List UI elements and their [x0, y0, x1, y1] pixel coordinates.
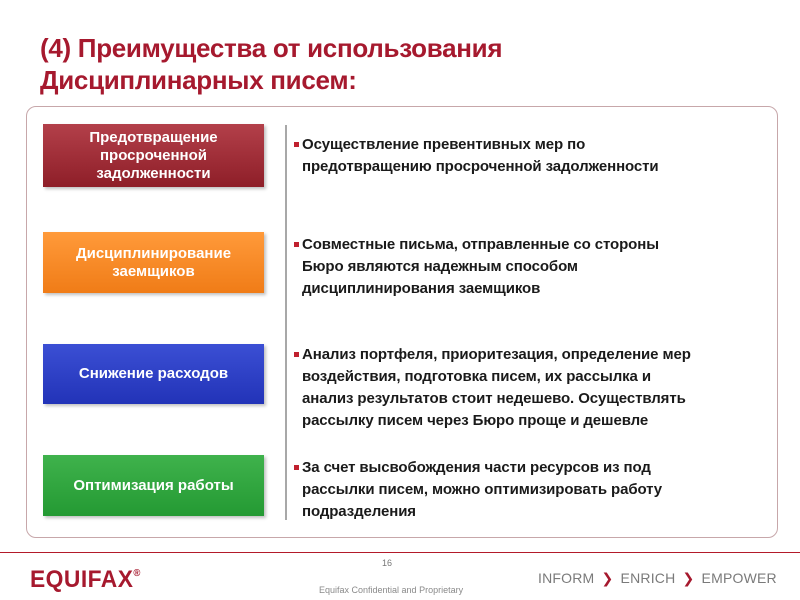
- description-line: рассылки писем, можно оптимизировать работу: [302, 481, 663, 498]
- tagline-word: EMPOWER: [701, 570, 777, 586]
- page-number: 16: [382, 558, 393, 568]
- logo-text: EQUIFAX: [30, 566, 134, 593]
- tagline-word: INFORM: [538, 570, 595, 586]
- chevron-right-icon: ❯: [601, 570, 614, 586]
- description-line: Бюро являются надежным способом: [302, 258, 578, 275]
- benefit-description-cost-reduction: [294, 344, 774, 432]
- equifax-logo: [30, 566, 141, 594]
- vertical-divider: [285, 125, 287, 520]
- benefit-box-discipline: [43, 232, 264, 293]
- benefit-description-discipline: [294, 234, 774, 300]
- bullet-square-icon: [294, 142, 299, 147]
- description-line: подразделения: [302, 503, 416, 520]
- benefit-description-optimization: [294, 457, 774, 523]
- benefit-box-cost-reduction: [43, 344, 264, 404]
- tagline: [538, 570, 777, 587]
- description-line: За счет высвобождения части ресурсов из под: [302, 459, 651, 476]
- confidential-notice: Equifax Confidential and Proprietary: [319, 585, 464, 595]
- description-line: рассылку писем через Бюро проще и дешевле: [302, 412, 649, 429]
- description-line: дисциплинирования заемщиков: [302, 280, 541, 297]
- description-line: Анализ портфеля, приоритезация, определение мер: [302, 346, 691, 363]
- description-line: Осуществление превентивных мер по: [302, 136, 586, 153]
- description-line: воздействия, подготовка писем, их рассылка и: [302, 368, 651, 385]
- tagline-word: ENRICH: [620, 570, 676, 586]
- benefit-box-prevention: [43, 124, 264, 187]
- benefit-box-label: Предотвращение: [89, 128, 218, 146]
- benefit-box-label: задолженности: [96, 164, 211, 182]
- description-line: предотвращению просроченной задолженности: [302, 158, 659, 175]
- benefit-box-label: Оптимизация работы: [73, 476, 234, 494]
- footer-divider: [0, 552, 800, 553]
- description-line: Совместные письма, отправленные со стороны: [302, 236, 659, 253]
- benefit-box-label: Дисциплинирование: [75, 244, 232, 262]
- benefit-box-optimization: [43, 455, 264, 516]
- benefit-description-prevention: [294, 134, 774, 178]
- benefit-box-label: заемщиков: [112, 262, 195, 280]
- description-line: анализ результатов стоит недешево. Осуществлять: [302, 390, 686, 407]
- registered-mark: ®: [133, 568, 141, 579]
- bullet-square-icon: [294, 465, 299, 470]
- bullet-square-icon: [294, 242, 299, 247]
- slide-title-line-2: Дисциплинарных писем:: [40, 65, 357, 95]
- slide-title-line-1: (4) Преимущества от использования: [40, 33, 503, 63]
- chevron-right-icon: ❯: [682, 570, 695, 586]
- slide-title: [40, 32, 660, 96]
- benefit-box-label: просроченной: [99, 146, 208, 164]
- benefit-box-label: Снижение расходов: [78, 365, 229, 382]
- bullet-square-icon: [294, 352, 299, 357]
